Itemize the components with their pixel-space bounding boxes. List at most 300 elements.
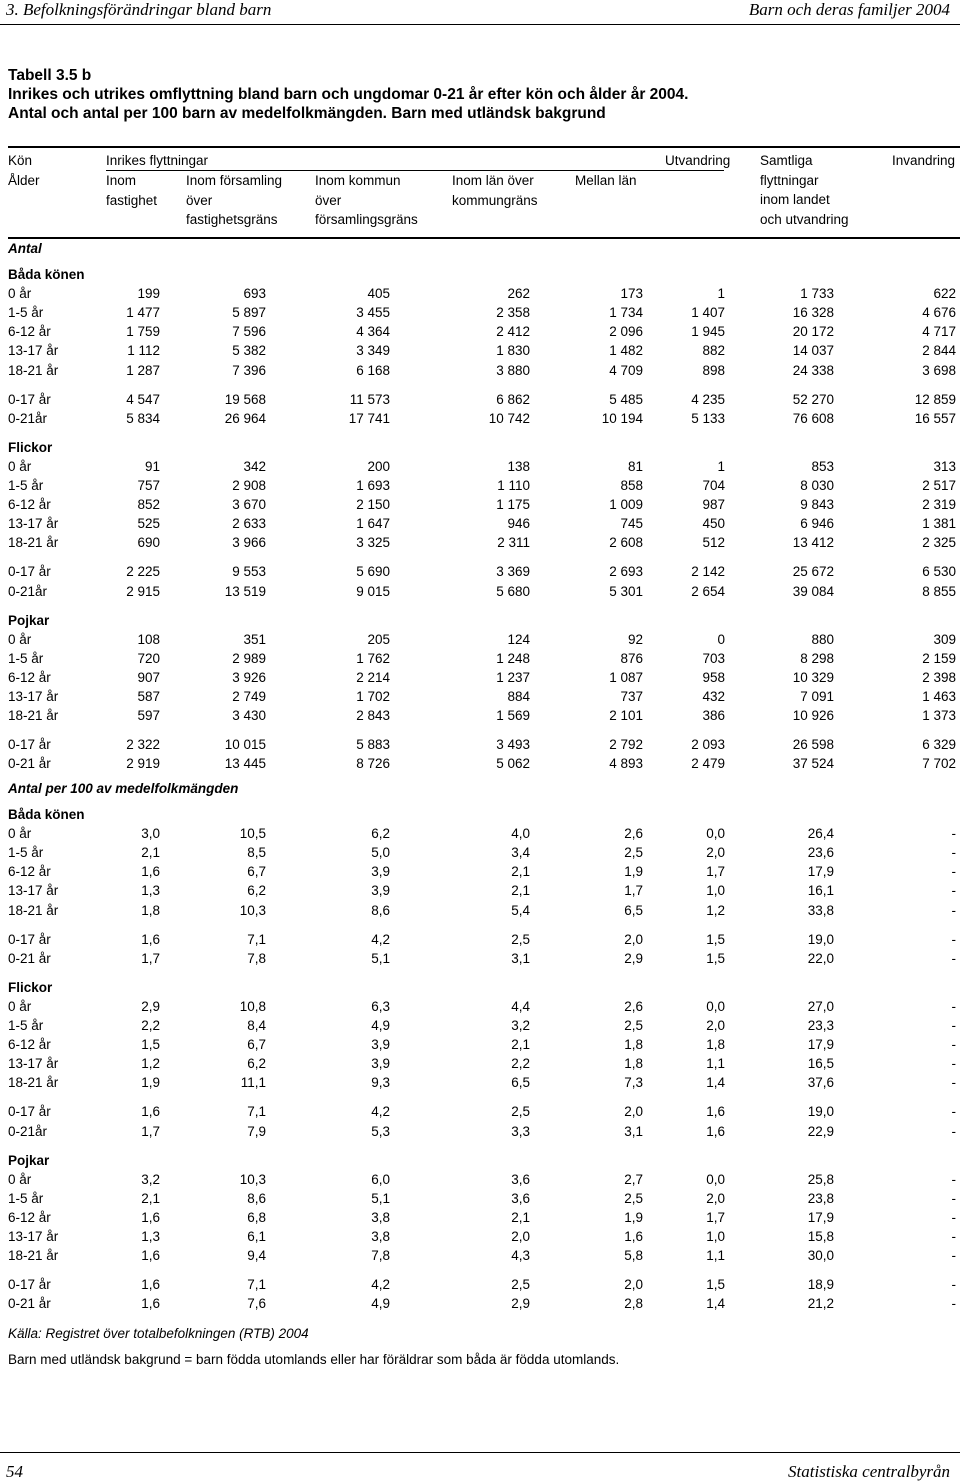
table-cell: 2 633 (232, 516, 266, 532)
header-samtliga: Samtliga flyttningar inom landet och utvandring (760, 153, 849, 227)
table-cell: 7,3 (624, 1075, 643, 1091)
table-cell: 3 926 (232, 669, 266, 685)
running-head-left: 3. Befolkningsförändringar bland barn (6, 0, 272, 19)
table-cell: 37,6 (807, 1075, 834, 1091)
table-cell: 23,8 (807, 1190, 834, 1206)
table-cell: 1,9 (141, 1075, 160, 1091)
table-cell: 124 (507, 631, 530, 647)
table-cell: 2,2 (141, 1018, 160, 1033)
table-cell: 22,9 (807, 1123, 834, 1139)
table-cell: - (951, 1248, 956, 1264)
table-cell: 1,4 (706, 1075, 725, 1091)
table-cell: 1,6 (141, 1209, 160, 1225)
table-cell: 7,1 (247, 1277, 266, 1293)
table-cell: 3,1 (511, 950, 530, 966)
table-row (0, 756, 960, 775)
table-cell: 745 (620, 516, 643, 532)
table-cell: 907 (137, 669, 160, 685)
table-cell: 2 358 (496, 305, 530, 321)
table-cell: 1,6 (706, 1123, 725, 1139)
table-cell: 3,6 (511, 1190, 530, 1206)
table-cell: 3 325 (356, 535, 390, 551)
row-label: 0 år (8, 458, 32, 474)
table-cell: 6,7 (247, 864, 266, 880)
header-col-inom-fastighet: Inom fastighet (106, 173, 158, 208)
table-cell: 8 855 (922, 583, 956, 599)
table-cell: 1,7 (624, 883, 643, 899)
table-cell: 858 (620, 478, 643, 493)
table-cell: 8,6 (371, 902, 390, 918)
section-title: Antal (8, 241, 42, 256)
group-title: Flickor (8, 439, 53, 455)
table-cell: 693 (243, 286, 266, 302)
table-cell: 1,8 (624, 1056, 643, 1072)
page-number: 54 (6, 1462, 23, 1481)
row-label: 0-21år (8, 1123, 48, 1139)
table-cell: 4,0 (511, 826, 530, 842)
table-cell: 2 150 (356, 497, 390, 513)
table-cell: 2,9 (511, 1296, 530, 1312)
header-alder: Ålder (8, 173, 40, 188)
table-cell: 7,9 (247, 1123, 266, 1139)
header-col-mellan-lan: Mellan län (575, 173, 637, 188)
table-cell: 6,0 (371, 1171, 390, 1187)
row-label: 1-5 år (8, 1018, 44, 1033)
table-cell: 852 (137, 497, 160, 513)
table-cell: 37 524 (792, 756, 834, 772)
table-cell: 2 096 (609, 324, 643, 340)
table-cell: 587 (137, 689, 160, 704)
table-cell: 737 (620, 689, 643, 704)
table-cell: 351 (243, 631, 266, 647)
table-cell: 1 759 (126, 324, 160, 340)
table-cell: 2 214 (356, 669, 390, 685)
table-cell: 17 741 (348, 410, 390, 426)
table-cell: 10,3 (239, 1171, 266, 1187)
table-cell: - (951, 931, 956, 947)
table-cell: 20 172 (792, 324, 834, 340)
table-row (0, 459, 960, 478)
table-cell: 8,5 (247, 845, 266, 861)
table-cell: 138 (507, 458, 530, 474)
row-label: 6-12 år (8, 1037, 51, 1053)
table-header-rule (8, 237, 960, 239)
table-cell: 2,6 (624, 998, 643, 1014)
table-cell: 13 519 (224, 583, 266, 599)
table-row (0, 1037, 960, 1056)
row-label: 0 år (8, 286, 32, 302)
table-cell: 2,1 (511, 1037, 530, 1053)
row-label: 0 år (8, 631, 32, 647)
table-cell: 2 792 (609, 737, 643, 753)
row-label: 6-12 år (8, 497, 51, 513)
group-title: Pojkar (8, 1152, 50, 1168)
table-row (0, 1191, 960, 1210)
table-cell: 52 270 (792, 391, 834, 407)
table-cell: 1 175 (496, 497, 530, 513)
table-cell: 2,1 (511, 1209, 530, 1225)
table-caption-line: Antal och antal per 100 barn av medelfolkmängden. Barn med utländsk bakgrund (8, 105, 606, 122)
table-cell: 7 091 (800, 689, 834, 704)
table-cell: 622 (933, 286, 956, 302)
table-cell: 1,0 (706, 1229, 725, 1244)
table-cell: 2,0 (706, 845, 725, 861)
table-cell: 10 194 (601, 410, 643, 426)
table-cell: 5,8 (624, 1248, 643, 1264)
table-cell: 3,4 (511, 845, 530, 861)
table-cell: 1,6 (141, 931, 160, 947)
table-cell: 1,7 (706, 1209, 725, 1225)
table-cell: - (951, 1037, 956, 1053)
table-cell: 39 084 (792, 583, 834, 599)
table-cell: 6 168 (356, 362, 390, 378)
table-cell: 958 (702, 669, 725, 685)
table-cell: - (951, 1296, 956, 1312)
table-cell: 1 112 (127, 343, 160, 359)
table-cell: 1 477 (126, 305, 160, 321)
table-cell: 2,7 (624, 1171, 643, 1187)
table-cell: 4,9 (371, 1296, 390, 1312)
table-row (0, 1229, 960, 1248)
table-cell: 1,7 (141, 1123, 160, 1139)
table-cell: 6,8 (247, 1209, 266, 1225)
row-label: 18-21 år (8, 708, 59, 724)
table-cell: 7,1 (247, 931, 266, 947)
row-label: 1-5 år (8, 478, 44, 493)
table-cell: - (951, 826, 956, 842)
row-label: 18-21 år (8, 1075, 59, 1091)
table-cell: 9 015 (356, 583, 390, 599)
table-cell: 690 (137, 535, 160, 551)
table-cell: 17,9 (807, 864, 834, 880)
table-cell: 4 676 (922, 305, 956, 321)
table-cell: 2 844 (922, 343, 956, 359)
table-cell: 2 749 (232, 689, 266, 704)
table-row (0, 516, 960, 535)
table-cell: 10 926 (792, 708, 834, 724)
header-col-inom-kommun: Inom kommun över församlingsgräns (315, 173, 418, 227)
table-cell: 1,7 (706, 864, 725, 880)
table-cell: 6 329 (922, 737, 956, 753)
table-cell: 9 553 (232, 564, 266, 580)
table-cell: 26,4 (807, 826, 834, 842)
table-cell: 13 445 (224, 756, 266, 772)
table-cell: 386 (702, 708, 725, 724)
table-cell: 23,6 (807, 845, 834, 861)
table-cell: 2 654 (691, 583, 725, 599)
table-cell: 1 830 (496, 343, 530, 359)
table-cell: 2,6 (624, 826, 643, 842)
table-cell: 81 (627, 458, 643, 474)
table-row (0, 903, 960, 922)
table-cell: 262 (507, 286, 530, 302)
table-cell: 1,5 (706, 1277, 725, 1293)
table-cell: 2,0 (706, 1018, 725, 1033)
row-label: 0 år (8, 998, 32, 1014)
table-cell: 1,9 (624, 864, 643, 880)
table-title (8, 66, 688, 123)
table-cell: - (951, 1056, 956, 1072)
table-cell: 1 248 (496, 650, 530, 666)
table-cell: 1,6 (624, 1229, 643, 1244)
table-cell: 17,9 (807, 1037, 834, 1053)
table-cell: 6,5 (511, 1075, 530, 1091)
table-cell: 2 311 (497, 535, 530, 551)
table-cell: 7,6 (247, 1296, 266, 1312)
table-cell: 7,8 (247, 950, 266, 966)
table-cell: 1 407 (691, 305, 725, 321)
row-label: 18-21 år (8, 535, 59, 551)
table-cell: 703 (702, 650, 725, 666)
table-cell: 13 412 (792, 535, 834, 551)
table-cell: 2 093 (691, 737, 725, 753)
table-row (0, 497, 960, 516)
table-cell: 24 338 (792, 362, 834, 378)
table-cell: 76 608 (792, 410, 834, 426)
table-cell: 8,4 (247, 1018, 266, 1033)
table-cell: 450 (702, 516, 725, 532)
table-cell: 2,0 (624, 931, 643, 947)
table-cell: 3,2 (141, 1171, 160, 1187)
table-cell: 597 (137, 708, 160, 724)
table-cell: - (951, 1018, 956, 1033)
table-cell: 313 (933, 458, 956, 474)
table-cell: 309 (933, 631, 956, 647)
table-row (0, 689, 960, 708)
table-cell: 3,8 (371, 1229, 390, 1244)
group-title: Båda könen (8, 807, 85, 822)
table-cell: 4,9 (371, 1018, 390, 1033)
table-cell: 1,2 (706, 902, 725, 918)
row-label: 0-17 år (8, 737, 51, 753)
table-cell: 6,2 (371, 826, 390, 842)
table-cell: 6,1 (247, 1229, 266, 1244)
table-cell: 2 915 (126, 583, 160, 599)
table-cell: 7 596 (232, 324, 266, 340)
table-cell: 2 142 (691, 564, 725, 580)
table-cell: 3 880 (496, 362, 530, 378)
table-row (0, 864, 960, 883)
table-cell: 1,8 (141, 902, 160, 918)
table-cell: 6,2 (247, 1056, 266, 1072)
header-inrikes: Inrikes flyttningar (106, 153, 209, 168)
table-cell: 27,0 (807, 998, 834, 1014)
table-cell: 30,0 (807, 1248, 834, 1264)
table-cell: 1 (717, 286, 725, 302)
table-cell: 18,9 (807, 1277, 834, 1293)
table-row (0, 1056, 960, 1075)
table-cell: 17,9 (807, 1209, 834, 1225)
table-cell: 200 (367, 458, 390, 474)
table-cell: 876 (620, 650, 643, 666)
table-cell: 2 325 (922, 535, 956, 551)
table-cell: 5,0 (371, 845, 390, 861)
table-cell: 199 (137, 286, 160, 302)
table-row (0, 845, 960, 864)
table-cell: 0 (717, 631, 725, 647)
table-cell: 757 (137, 478, 160, 493)
table-cell: 9,3 (371, 1075, 390, 1091)
table-cell: 19 568 (224, 391, 266, 407)
row-label: 1-5 år (8, 1190, 44, 1206)
table-cell: 173 (620, 286, 643, 302)
table-cell: 946 (507, 516, 530, 532)
table-cell: 0,0 (706, 826, 725, 842)
table-cell: 2,0 (511, 1229, 530, 1244)
table-cell: - (951, 1229, 956, 1244)
table-cell: 1,5 (141, 1037, 160, 1053)
table-cell: 0,0 (706, 998, 725, 1014)
source-note: Källa: Registret över totalbefolkningen (RTB) 2004 (8, 1326, 309, 1341)
table-cell: 2,0 (706, 1190, 725, 1206)
table-row (0, 584, 960, 603)
table-cell: 1 087 (609, 669, 643, 685)
table-cell: 10,8 (239, 998, 266, 1014)
row-label: 6-12 år (8, 669, 51, 685)
row-label: 18-21 år (8, 1248, 59, 1264)
table-cell: 4 235 (691, 391, 725, 407)
row-label: 0-17 år (8, 564, 51, 580)
header-invandring: Invandring (892, 153, 956, 168)
table-cell: 2,1 (141, 845, 160, 861)
table-cell: 1,5 (706, 950, 725, 966)
table-cell: 21,2 (807, 1296, 834, 1312)
table-cell: 3,9 (371, 883, 390, 899)
table-cell: 1 569 (496, 708, 530, 724)
table-cell: 1 463 (922, 689, 956, 704)
table-cell: 3 349 (356, 343, 390, 359)
row-label: 1-5 år (8, 305, 44, 321)
table-cell: 5,4 (511, 902, 530, 918)
table-cell: 7,1 (247, 1104, 266, 1120)
table-cell: 2 101 (609, 708, 643, 724)
table-cell: 2 693 (609, 564, 643, 580)
table-cell: 2,1 (141, 1190, 160, 1206)
table-caption-line: Inrikes och utrikes omflyttning bland barn och ungdomar 0-21 år efter kön och ålder år 2004. (8, 86, 689, 103)
table-row (0, 632, 960, 651)
table-cell: 1 373 (922, 708, 956, 724)
table-row (0, 1248, 960, 1267)
table-cell: 3 493 (496, 737, 530, 753)
row-label: 0-17 år (8, 1104, 51, 1120)
table-cell: 1 702 (356, 689, 390, 704)
table-cell: 432 (702, 689, 725, 704)
running-head (0, 0, 960, 30)
table-cell: 5 690 (356, 564, 390, 580)
table-cell: 1 693 (356, 478, 390, 493)
table-cell: 25 672 (792, 564, 834, 580)
table-cell: 7 702 (922, 756, 956, 772)
row-label: 13-17 år (8, 1056, 59, 1072)
table-cell: 1 (717, 458, 725, 474)
table-cell: 2 908 (232, 478, 266, 493)
table-cell: 6 530 (922, 564, 956, 580)
table-cell: - (951, 950, 956, 966)
table-cell: 2 225 (126, 564, 160, 580)
table-cell: 3 966 (232, 535, 266, 551)
table-cell: 23,3 (807, 1018, 834, 1033)
table-cell: 1,2 (141, 1056, 160, 1072)
table-cell: 0,0 (706, 1171, 725, 1187)
header-col-inom-lan: Inom län över kommungräns (452, 173, 538, 208)
row-label: 6-12 år (8, 324, 51, 340)
table-cell: 16,1 (807, 883, 834, 899)
table-cell: 882 (702, 343, 725, 359)
table-cell: 2 319 (922, 497, 956, 513)
table-cell: 880 (811, 631, 834, 647)
table-cell: - (951, 864, 956, 880)
group-title: Flickor (8, 979, 53, 995)
table-cell: 3,9 (371, 864, 390, 880)
table-cell: 10 015 (224, 737, 266, 753)
table-cell: 3,2 (511, 1018, 530, 1033)
table-cell: 91 (144, 458, 160, 474)
table-cell: 4 893 (609, 756, 643, 772)
table-cell: 4,2 (371, 1104, 390, 1120)
running-head-right: Barn och deras familjer 2004 (748, 0, 950, 19)
table-cell: 4,2 (371, 931, 390, 947)
table-cell: 2,9 (624, 950, 643, 966)
table-cell: 6,7 (247, 1037, 266, 1053)
table-cell: 3,1 (624, 1123, 643, 1139)
table-cell: 2 989 (232, 650, 266, 666)
table-cell: 2 517 (922, 478, 956, 493)
table-row (0, 999, 960, 1018)
table-cell: 6,3 (371, 998, 390, 1014)
table-cell: 1,4 (706, 1296, 725, 1312)
table-cell: 5,1 (371, 950, 390, 966)
table-cell: - (951, 1123, 956, 1139)
table-row (0, 343, 960, 362)
table-cell: 2,5 (511, 931, 530, 947)
row-label: 6-12 år (8, 864, 51, 880)
header-utvandring: Utvandring (665, 153, 731, 168)
table-cell: 1 237 (496, 669, 530, 685)
table-row (0, 564, 960, 583)
row-label: 0-21år (8, 583, 48, 599)
table-cell: 853 (811, 458, 834, 474)
group-title: Pojkar (8, 612, 50, 628)
table-cell: 11,1 (240, 1075, 266, 1091)
table-cell: 19,0 (807, 931, 834, 947)
table-cell: 3,9 (371, 1037, 390, 1053)
table-cell: 205 (367, 631, 390, 647)
table-cell: 342 (243, 458, 266, 474)
table-cell: 8 030 (800, 478, 834, 493)
table-cell: 1,8 (706, 1037, 725, 1053)
table-cell: 2,0 (624, 1277, 643, 1293)
table-cell: 5 883 (356, 737, 390, 753)
table-cell: 108 (137, 631, 160, 647)
definition-note: Barn med utländsk bakgrund = barn födda utomlands eller har föräldrar som båda är födda utomlands. (8, 1352, 620, 1367)
header-kon: Kön (8, 153, 33, 168)
row-label: 1-5 år (8, 845, 44, 861)
table-cell: - (951, 1209, 956, 1225)
table-cell: - (951, 902, 956, 918)
table-cell: 4,3 (511, 1248, 530, 1264)
row-label: 0-21 år (8, 950, 51, 966)
table-cell: 1,7 (141, 950, 160, 966)
table-cell: 2 919 (126, 756, 160, 772)
row-label: 18-21 år (8, 362, 59, 378)
table-cell: 8 726 (356, 756, 390, 772)
header-col-inom-forsamling: Inom församling över fastighetsgräns (186, 173, 283, 227)
table-cell: 4,2 (371, 1277, 390, 1293)
table-cell: 26 964 (224, 410, 266, 426)
table-cell: - (951, 1277, 956, 1293)
table-cell: 512 (702, 535, 725, 551)
table-cell: 4 717 (922, 324, 956, 340)
